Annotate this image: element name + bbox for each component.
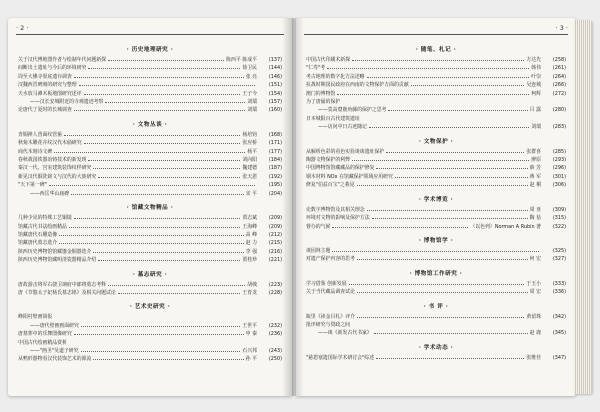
entry-title: ——访问中日古迹随记	[318, 124, 367, 131]
toc-entry	[18, 231, 282, 239]
entry-page: (258)	[552, 57, 566, 63]
toc-entry	[18, 256, 282, 264]
entry-page: (322)	[552, 223, 566, 230]
toc-entry	[18, 156, 282, 164]
entry-title: 陕西历史博物馆馆藏鎏金铜器选介	[18, 248, 92, 255]
dot-leader	[74, 74, 244, 78]
entry-page: (223)	[268, 281, 282, 288]
dot-leader	[357, 256, 528, 260]
entry-title: "仁寿"考	[306, 65, 326, 72]
entry-page: (137)	[268, 57, 282, 63]
entry-title: ——莫高窟鹿角藤的保护之思考	[318, 107, 387, 114]
page-edges	[574, 20, 592, 394]
entry-author: 叶崇	[531, 73, 541, 80]
dot-leader	[108, 57, 224, 61]
dot-leader	[349, 281, 525, 285]
entry-title: 日本城阳百古代建筑遗址	[306, 115, 360, 122]
entry-page: (177)	[268, 148, 282, 155]
toc-entry	[18, 281, 282, 289]
toc-entry	[18, 190, 282, 198]
section-heading: · 历史地理研究 ·	[126, 47, 174, 53]
entry-title: 唐故游击将军右骁卫翊府中郎将墓志考释	[18, 281, 107, 288]
entry-page: (168)	[268, 131, 282, 138]
dot-leader	[74, 107, 245, 111]
entry-title: 峰阳村壁画简报	[18, 314, 53, 321]
toc-entry	[306, 106, 566, 114]
entry-author: 王子今	[242, 90, 257, 97]
dot-leader	[374, 330, 528, 334]
toc-entry	[306, 156, 566, 164]
entry-title: ——唐代壁画画面研究	[30, 322, 79, 329]
entry-page: (243)	[268, 347, 282, 354]
toc-entry	[306, 173, 566, 181]
toc-entry	[306, 115, 566, 123]
entry-page: (221)	[268, 257, 282, 264]
toc-column	[306, 40, 566, 362]
entry-author: 孙 平	[245, 356, 257, 363]
toc-entry	[18, 330, 282, 338]
toc-entry	[18, 181, 282, 189]
entry-author: 周 宏	[529, 289, 541, 296]
entry-title: 督办的气候	[306, 223, 331, 230]
entry-author: 刘瑞	[247, 107, 257, 114]
entry-page: (301)	[552, 173, 566, 180]
entry-page: (327)	[552, 256, 566, 263]
dot-leader	[352, 57, 524, 61]
dot-leader	[332, 224, 468, 228]
entry-page: (345)	[552, 330, 566, 337]
entry-title: 抗战时期国民政府在西南的文物保护方面的贡献	[306, 82, 409, 89]
section-heading: · 文物保护 ·	[418, 138, 454, 145]
entry-title: 商代木刻诗文碑	[18, 148, 53, 155]
entry-author: 柯辉	[531, 90, 541, 97]
entry-author: 王育龙	[242, 289, 257, 296]
entry-author: 张天恩	[242, 173, 257, 180]
toc-entry	[18, 164, 282, 172]
entry-title: 瓶里《读金目札》评介	[306, 313, 355, 320]
dot-leader	[376, 165, 527, 169]
dot-leader	[357, 182, 528, 186]
dot-leader	[376, 355, 524, 359]
entry-title: 陶器文物保护的利弊	[306, 157, 351, 164]
entry-author: 张应桥	[242, 140, 257, 147]
section-heading: · 文物丛谈 ·	[132, 121, 168, 128]
dot-leader	[84, 140, 241, 144]
entry-title: 关于当代藏品调查试论	[306, 289, 355, 296]
entry-author: 刘瑞	[247, 99, 257, 106]
dot-leader	[386, 149, 524, 153]
entry-title: 谈园林主题	[306, 247, 331, 254]
dot-leader	[93, 165, 240, 169]
dot-leader	[327, 65, 529, 69]
entry-title: 唐《节愍太子妃杨氏墓志铭》及相关问题试论	[18, 289, 116, 296]
toc-entry	[18, 239, 282, 247]
toc-entry	[18, 289, 282, 297]
entry-author: 吕 露	[529, 107, 541, 114]
toc-entry	[306, 73, 566, 81]
entry-page: (293)	[552, 157, 566, 164]
toc-entry	[18, 81, 282, 89]
entry-author: 胡戟	[247, 281, 257, 288]
dot-leader	[118, 290, 240, 294]
toc-entry	[18, 347, 282, 355]
entry-page: (209)	[268, 223, 282, 230]
toc-entry	[306, 321, 566, 329]
entry-author: 宋 平	[245, 190, 257, 197]
dot-leader	[88, 157, 240, 161]
dot-leader	[84, 91, 241, 95]
toc-entry	[306, 288, 566, 296]
dot-leader	[105, 99, 245, 103]
entry-title: "慈恩塞遗国际学术研讨会"综述	[306, 354, 375, 361]
entry-page: (285)	[552, 148, 566, 155]
entry-author: 陈西平 陈成平	[226, 57, 257, 63]
entry-title: 青铜禅人兽面纹管箍	[18, 131, 63, 138]
entry-title: 中国博物馆馆藏藏品的保护修复	[306, 165, 375, 172]
entry-title: 秦汉一代、宫室建筑装饰纹样研究	[18, 165, 92, 172]
entry-author: 黄留珠	[526, 313, 541, 320]
toc-entry	[18, 139, 282, 147]
toc-entry	[18, 223, 282, 231]
entry-page: (216)	[268, 248, 282, 255]
entry-page: (204)	[268, 190, 282, 197]
entry-page: (347)	[552, 354, 566, 361]
entry-page: (336)	[552, 289, 566, 296]
toc-entry	[18, 355, 282, 363]
dot-leader	[367, 74, 530, 78]
entry-author: 周 亚	[529, 206, 541, 213]
entry-author: 贾志斌	[242, 215, 257, 222]
entry-author: 高 峰	[245, 231, 257, 238]
right-page	[296, 18, 576, 396]
entry-page: (306)	[552, 182, 566, 189]
entry-author: 何 宏	[529, 256, 541, 263]
toc-column	[18, 40, 282, 364]
dot-leader	[108, 282, 245, 286]
entry-page: (160)	[268, 107, 282, 114]
toc-entry	[306, 354, 566, 362]
left-page	[8, 18, 292, 396]
entry-page: (157)	[268, 99, 282, 106]
toc-entry	[18, 173, 282, 181]
toc-entry	[18, 131, 282, 139]
entry-page: (228)	[268, 289, 282, 296]
toc-entry	[306, 329, 566, 337]
entry-page: (296)	[552, 165, 566, 172]
dot-leader	[93, 249, 243, 253]
toc-entry	[306, 148, 566, 156]
entry-title: 考古地理的数字化方法述略	[306, 73, 365, 80]
entry-title: 关于汉代博地图作者与绘制年代问题新探	[18, 57, 107, 63]
entry-page: (283)	[552, 124, 566, 131]
entry-page: (342)	[552, 313, 566, 320]
toc-entry	[18, 322, 282, 330]
toc-entry	[18, 148, 282, 156]
entry-title: 新见汉代铜洗铭文与汉代的大族研究	[18, 173, 97, 180]
dot-leader	[352, 157, 529, 161]
section-heading: · 博物馆工作研究 ·	[409, 270, 463, 277]
entry-title: ——"画圣"吴道子研究	[30, 347, 79, 354]
entry-page: (171)	[268, 140, 282, 147]
dot-leader	[332, 248, 539, 252]
section-heading: · 书 评 ·	[423, 303, 449, 310]
entry-author: 蒋 军	[529, 173, 541, 180]
section-heading: · 墓志研究 ·	[132, 271, 168, 278]
entry-title: 澳门的博物馆	[306, 90, 336, 97]
entry-page: (280)	[552, 107, 566, 114]
dot-leader	[71, 191, 244, 195]
entry-author: 王海峰	[242, 223, 257, 230]
dot-leader	[79, 82, 255, 86]
toc-entry	[306, 123, 566, 131]
entry-author: 薛 芳	[529, 165, 541, 172]
dot-leader	[372, 215, 528, 219]
section-heading: · 学术动态 ·	[418, 344, 454, 351]
entry-page: (209)	[268, 215, 282, 222]
dot-leader	[357, 289, 528, 293]
entry-author: 赵 鹿	[529, 330, 541, 337]
entry-title: 中国古代绘画精品赏析	[18, 339, 67, 346]
toc-entry	[306, 313, 566, 321]
entry-author: 徐卫民	[242, 65, 257, 72]
page-number: · 3 ·	[555, 24, 568, 32]
section-heading: · 馆藏文物精品 ·	[126, 205, 174, 212]
entry-author: 廖原	[531, 157, 541, 164]
toc-entry	[18, 106, 282, 114]
entry-page: (250)	[268, 356, 282, 363]
page-number: · 2 ·	[16, 24, 29, 32]
entry-author: 王世平	[242, 322, 257, 329]
entry-page: (264)	[552, 73, 566, 80]
entry-title: 从鸭形器物看汉代装饰艺术的源流	[18, 356, 92, 363]
entry-page: (146)	[268, 73, 282, 80]
toc-entry	[306, 64, 566, 72]
entry-page: (144)	[268, 65, 282, 72]
toc-entry	[306, 223, 566, 231]
entry-title: 论数字博物馆及其相关理念	[306, 206, 365, 213]
toc-entry	[306, 206, 566, 214]
toc-entry	[18, 339, 282, 347]
entry-author: 杨培钧	[242, 131, 257, 138]
entry-page: (154)	[268, 90, 282, 97]
entry-author: 方达先	[526, 57, 541, 63]
section-heading: · 艺术史研究 ·	[129, 304, 171, 311]
dot-leader	[81, 348, 241, 352]
entry-title: "天下第一碑"	[18, 182, 47, 189]
entry-author: 赵 桐	[529, 182, 541, 189]
toc-entry	[306, 90, 566, 98]
entry-title: 唐墓葬中的乐舞图像研究	[18, 331, 72, 338]
toc-entry	[306, 181, 566, 189]
section-heading: · 随笔、札记 ·	[415, 47, 457, 53]
entry-author: 赵 力	[245, 240, 257, 247]
entry-title: 对遗产保护内容的思考	[306, 256, 355, 263]
toc-entry	[306, 214, 566, 222]
entry-title: ——西岳华山庙碑	[30, 190, 70, 197]
entry-title: 中国古代印刷术新探	[306, 57, 351, 63]
entry-author: （以色列）Norman A Rubin 著	[470, 223, 541, 230]
toc-entry	[18, 313, 282, 321]
dot-leader	[395, 174, 528, 178]
dot-leader	[59, 232, 244, 236]
entry-author: 李 强	[245, 248, 257, 255]
toc-entry	[306, 98, 566, 106]
entry-title: 馆藏唐代墓志选介	[18, 240, 58, 247]
entry-author: 张维佳	[526, 354, 541, 361]
entry-title: 论唐代丁夏时的长城调查	[18, 107, 72, 114]
entry-title: 环境对文物的影响及保护方法	[306, 215, 370, 222]
toc-entry	[18, 56, 282, 64]
dot-leader	[93, 356, 243, 360]
dot-leader	[69, 224, 240, 228]
entry-page: (195)	[268, 182, 282, 189]
entry-title: 陕西历史博物馆藏明清瓷器精品介绍	[18, 257, 97, 264]
entry-author: 申 秦	[245, 331, 257, 338]
toc-entry	[306, 255, 566, 263]
entry-author: 张群喜	[526, 148, 541, 155]
toc-entry	[18, 248, 282, 256]
entry-title: 馆藏古代书法绘画精品	[18, 223, 67, 230]
section-heading: · 博物馆学 ·	[418, 237, 454, 244]
dot-leader	[74, 215, 241, 219]
entry-author: 贾桂珍	[242, 257, 257, 264]
entry-author: 刘向阳	[242, 157, 257, 164]
dot-leader	[81, 323, 240, 327]
entry-title: 从解析色彩的看色实验谈谈遗址保护	[306, 148, 385, 155]
entry-title: 为了唐俑的保护	[306, 99, 341, 106]
toc-entry	[306, 280, 566, 288]
toc-entry	[18, 214, 282, 222]
entry-title: 间断出土遗址与今后的环境研究	[18, 65, 87, 72]
toc-entry	[18, 98, 282, 106]
entry-page: (266)	[552, 82, 566, 89]
entry-author: 陶 蓓	[529, 215, 541, 222]
entry-title: 秋菊木雕花卉纹汉代木俑研究	[18, 140, 82, 147]
dot-leader	[88, 65, 240, 69]
dot-leader	[64, 132, 240, 136]
toc-entry	[18, 90, 282, 98]
dot-leader	[98, 174, 240, 178]
entry-title: 几种少见的特殊工艺铜镜	[18, 215, 72, 222]
entry-title: ——汉长安城附近的寺观遗迹考察	[30, 99, 104, 106]
entry-author: 韩伟	[531, 65, 541, 72]
toc-entry	[306, 247, 566, 255]
toc-entry	[18, 73, 282, 81]
dot-leader	[388, 107, 527, 111]
section-heading: · 学术博览 ·	[418, 196, 454, 203]
entry-author: 吴连城	[526, 82, 541, 89]
entry-author: 杨平	[247, 148, 257, 155]
entry-title: ——谈《新发古代书家》	[318, 330, 372, 337]
dot-leader	[337, 91, 529, 95]
entry-title: 周至大佛寺渠底遗存调查	[18, 73, 72, 80]
entry-author: 魏建德	[242, 165, 257, 172]
entry-title: 批评研究与资政之间	[306, 321, 351, 328]
dot-leader	[357, 314, 524, 318]
entry-page: (272)	[552, 90, 566, 97]
entry-page: (212)	[268, 231, 282, 238]
entry-page: (309)	[552, 206, 566, 213]
entry-title: 汉魏西晋碑刻的研究与整理	[18, 82, 77, 89]
dot-leader	[411, 82, 525, 86]
entry-title: 馆藏唐代石雕造像	[18, 231, 58, 238]
entry-author: 于玉小	[526, 280, 541, 287]
entry-author: 张 亮	[245, 73, 257, 80]
entry-author: 刘瑞	[531, 124, 541, 131]
dot-leader	[369, 124, 529, 128]
dot-leader	[54, 149, 245, 153]
entry-page: (187)	[268, 165, 282, 172]
dot-leader	[98, 257, 240, 261]
entry-title: 天水放马滩木板地图研究述评	[18, 90, 82, 97]
entry-title: 修复"伯益百宝"之我见	[306, 182, 355, 189]
entry-page: (315)	[552, 215, 566, 222]
toc-entry	[306, 56, 566, 64]
toc-entry	[306, 164, 566, 172]
toc-entry	[306, 81, 566, 89]
entry-page: (232)	[268, 322, 282, 329]
header-rule	[304, 34, 568, 35]
entry-author: 石兴邦	[242, 347, 257, 354]
entry-page: (215)	[268, 240, 282, 247]
entry-title: 春秋战国铁器冶铸技术的新发现	[18, 157, 87, 164]
dot-leader	[74, 331, 244, 335]
entry-page: (236)	[268, 331, 282, 338]
entry-page: (151)	[268, 82, 282, 89]
header-rule	[16, 34, 284, 35]
entry-title: 钢木材料 NOx 在馆藏保护领域应用研究	[306, 173, 393, 180]
entry-page: (192)	[268, 173, 282, 180]
entry-title: 学习借鉴 创新发展	[306, 280, 347, 287]
entry-page: (261)	[552, 65, 566, 72]
entry-page: (325)	[552, 247, 566, 254]
dot-leader	[367, 207, 528, 211]
entry-page: (333)	[552, 280, 566, 287]
dot-leader	[59, 240, 244, 244]
dot-leader	[49, 182, 255, 186]
entry-page: (184)	[268, 157, 282, 164]
toc-entry	[18, 64, 282, 72]
